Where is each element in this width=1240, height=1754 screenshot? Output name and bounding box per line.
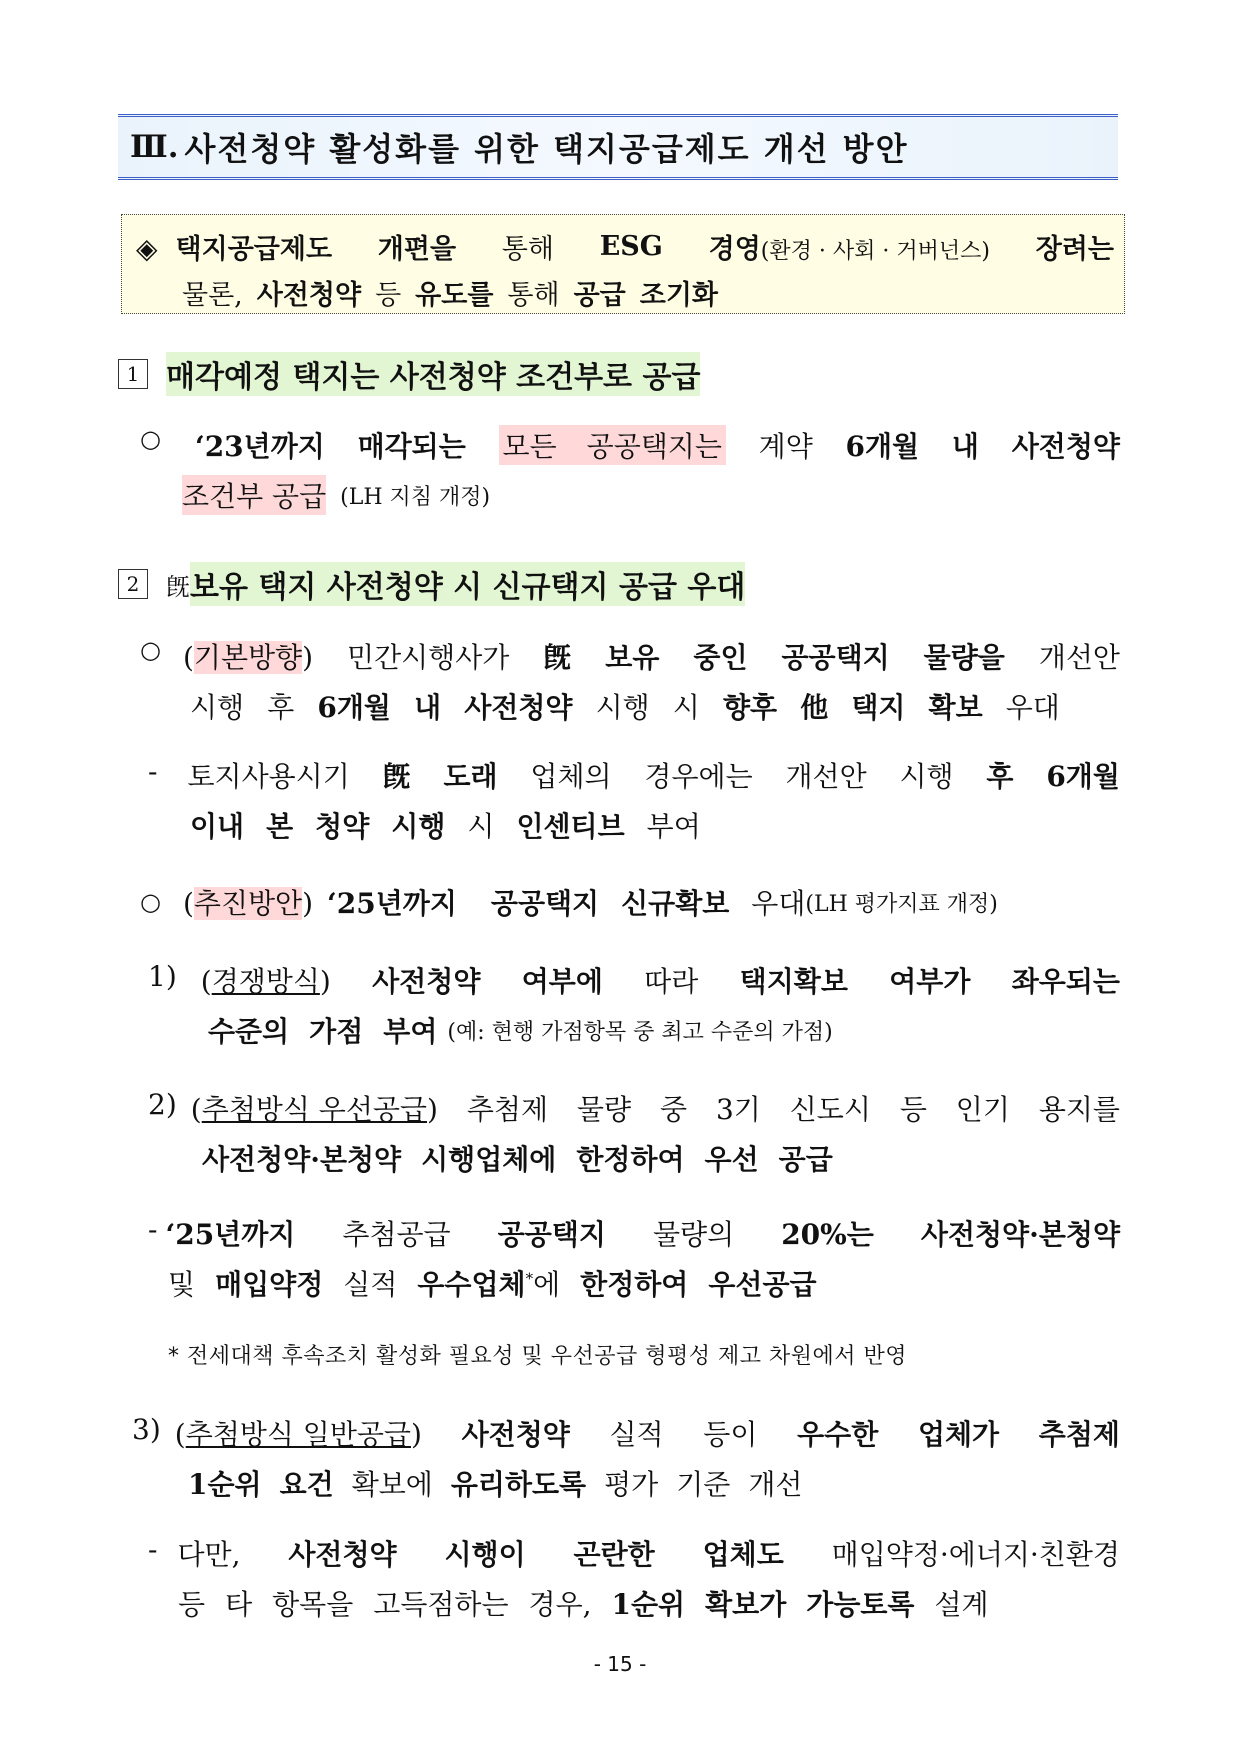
word: 계약 bbox=[758, 430, 813, 463]
word: 공공택지 bbox=[497, 1218, 606, 1251]
word: 등 bbox=[178, 1588, 206, 1621]
item-number: 2) bbox=[148, 1088, 177, 1121]
heading-prefix: 旣 bbox=[166, 572, 190, 601]
word: 수준의 bbox=[208, 1015, 290, 1048]
word: 시 bbox=[467, 810, 495, 843]
word: 고득점하는 bbox=[373, 1588, 509, 1621]
paragraph-9-line-1 bbox=[148, 1533, 1120, 1573]
word: 본 bbox=[266, 810, 294, 843]
word: 시행 bbox=[391, 810, 446, 843]
word: 경우, bbox=[528, 1588, 592, 1621]
dash-bullet: - bbox=[148, 755, 158, 788]
word: 등이 bbox=[703, 1418, 758, 1451]
word: ‘25년까지 bbox=[165, 1218, 296, 1251]
word: 청약 bbox=[315, 810, 370, 843]
word: 물량의 bbox=[652, 1218, 735, 1251]
word: 旣 bbox=[382, 760, 411, 793]
section-title: 사전청약 활성화를 위한 택지공급제도 개선 방안 bbox=[184, 130, 909, 168]
word: 매입약정 bbox=[215, 1268, 324, 1301]
word: 공급 bbox=[778, 1143, 833, 1176]
note-paren: (예: 현행 가점항목 중 최고 수준의 가점) bbox=[447, 1019, 833, 1045]
word: 택지 bbox=[851, 691, 906, 724]
word: 타 bbox=[225, 1588, 253, 1621]
word: 물량을 bbox=[923, 641, 1005, 674]
word: 다만, bbox=[177, 1538, 241, 1571]
word: 후 bbox=[267, 691, 295, 724]
word: 매각되는 bbox=[357, 430, 466, 463]
summary-word: 물론, bbox=[182, 279, 243, 311]
heading-title: 매각예정 택지는 사전청약 조건부로 공급 bbox=[166, 352, 700, 396]
word: 보유 bbox=[605, 641, 660, 674]
word: 인센티브 bbox=[516, 810, 625, 843]
word: 부여 bbox=[383, 1015, 438, 1048]
word: 가능토록 bbox=[806, 1588, 915, 1621]
subsection-heading-1 bbox=[118, 352, 700, 396]
summary-word: 장려는 bbox=[1035, 233, 1114, 265]
label: 경쟁방식 bbox=[211, 965, 320, 998]
word: 인기 bbox=[955, 1093, 1010, 1126]
paragraph-1-line-1 bbox=[140, 425, 1120, 465]
label: 추첨방식 우선공급 bbox=[201, 1093, 427, 1126]
word: 개선안 bbox=[1038, 641, 1120, 674]
summary-word: 통해 bbox=[507, 279, 560, 311]
paragraph-8-line-1: 3) (추첨방식 일반공급) 사전청약 실적 등이 우수한 업체가 추첨제 bbox=[132, 1413, 1120, 1451]
paragraph-9-line-2 bbox=[178, 1583, 989, 1623]
circle-bullet-icon: ○ bbox=[140, 425, 161, 453]
summary-line-2 bbox=[136, 269, 1124, 315]
label: 기본방향 bbox=[193, 641, 303, 674]
word: 6개월 bbox=[317, 691, 391, 724]
paragraph-6-line-2 bbox=[202, 1138, 833, 1178]
word: 시행 bbox=[899, 760, 954, 793]
word: 우선 bbox=[704, 1143, 759, 1176]
word: 공공택지 bbox=[781, 641, 890, 674]
paragraph-3-line-2 bbox=[190, 805, 701, 845]
summary-word: 경영 bbox=[708, 233, 761, 265]
word: 매입약정·에너지·친환경 bbox=[831, 1538, 1120, 1571]
summary-paren: (환경 · 사회 · 거버넌스) bbox=[760, 238, 990, 264]
word: 1순위 bbox=[188, 1468, 262, 1501]
dash-bullet: - bbox=[148, 1213, 158, 1246]
word: 실적 bbox=[609, 1418, 664, 1451]
word: 추첨제 bbox=[1038, 1418, 1120, 1451]
section-numeral: Ⅲ. bbox=[130, 129, 179, 165]
word: 6개월 bbox=[845, 430, 920, 463]
label: 추첨방식 일반공급 bbox=[185, 1418, 411, 1451]
word: 시 bbox=[672, 691, 700, 724]
note-paren: (LH 평가지표 개정) bbox=[805, 891, 998, 917]
highlight: 조건부 공급 bbox=[182, 475, 326, 515]
word: 모든 bbox=[502, 430, 557, 463]
number-box: 1 bbox=[118, 359, 148, 389]
summary-word: 등 bbox=[375, 279, 402, 311]
paragraph-3-line-1 bbox=[148, 755, 1120, 795]
word: 신도시 bbox=[789, 1093, 871, 1126]
word: 유리하도록 bbox=[450, 1468, 587, 1501]
paragraph-4: ○ (추진방안) ‘25년까지 공공택지 신규확보 우대 (LH 평가지표 개정) bbox=[140, 882, 998, 922]
word: 추첨제 bbox=[466, 1093, 548, 1126]
footnote: * 전세대책 후속조치 활성화 필요성 및 우선공급 형평성 제고 차원에서 반영 bbox=[168, 1344, 907, 1369]
word: 중 bbox=[659, 1093, 688, 1126]
word: 여부가 bbox=[889, 965, 971, 998]
note-paren: (LH 지침 개정) bbox=[340, 484, 491, 510]
word: 업체의 bbox=[530, 760, 612, 793]
word: 개선 bbox=[748, 1468, 803, 1501]
page-number: - 15 - bbox=[593, 1652, 647, 1676]
word: 사전청약 bbox=[1011, 430, 1120, 463]
word: 시행이 bbox=[444, 1538, 526, 1571]
word: 및 bbox=[168, 1268, 196, 1301]
paragraph-8-line-2 bbox=[188, 1463, 802, 1503]
word: 우선공급 bbox=[708, 1268, 817, 1301]
word: 내 bbox=[414, 691, 442, 724]
word: 1순위 bbox=[611, 1588, 686, 1621]
summary-box bbox=[121, 214, 1125, 314]
word: 20%는 bbox=[781, 1218, 874, 1251]
word: 따라 bbox=[644, 965, 699, 998]
word: 업체도 bbox=[702, 1538, 784, 1571]
word: 기준 bbox=[676, 1468, 731, 1501]
word: 에 bbox=[533, 1268, 561, 1301]
word: 설계 bbox=[934, 1588, 989, 1621]
section-header bbox=[118, 114, 1118, 180]
word: 한정하여 bbox=[576, 1143, 685, 1176]
word: 평가 bbox=[604, 1468, 659, 1501]
word: 공공택지 bbox=[490, 887, 600, 920]
dash-bullet: - bbox=[148, 1533, 158, 1566]
word: 향후 bbox=[722, 691, 778, 724]
word: 요건 bbox=[279, 1468, 334, 1501]
footnote-star: * bbox=[525, 1269, 534, 1288]
word: 토지사용시기 bbox=[187, 760, 350, 793]
paragraph-5-line-1: 1) (경쟁방식) 사전청약 여부에 따라 택지확보 여부가 좌우되는 bbox=[148, 960, 1120, 998]
word: 우대 bbox=[751, 887, 806, 920]
word: 사전청약 bbox=[288, 1538, 397, 1571]
word: 확보가 bbox=[705, 1588, 787, 1621]
paragraph-7-line-1 bbox=[148, 1213, 1120, 1253]
word: 旣 bbox=[543, 641, 572, 674]
item-number: 3) bbox=[132, 1413, 161, 1446]
word: 도래 bbox=[443, 760, 498, 793]
word: 업체가 bbox=[917, 1418, 1000, 1451]
summary-line-1 bbox=[136, 223, 1124, 269]
circle-bullet-icon: ○ bbox=[140, 888, 161, 916]
word: 용지를 bbox=[1038, 1093, 1120, 1126]
word: 우수업체 bbox=[417, 1268, 526, 1301]
summary-word: 조기화 bbox=[639, 279, 719, 311]
word: 한정하여 bbox=[580, 1268, 689, 1301]
word: 확보 bbox=[928, 691, 983, 724]
word: 他 bbox=[800, 691, 829, 724]
word: 물량 bbox=[576, 1093, 632, 1126]
word: 6개월 bbox=[1046, 760, 1120, 793]
word: 중인 bbox=[693, 641, 748, 674]
word: 부여 bbox=[646, 810, 701, 843]
word: 이내 bbox=[190, 810, 245, 843]
paragraph-2-line-1: ○ (기본방향) 민간시행사가 旣 보유 중인 공공택지 물량을 개선안 bbox=[140, 636, 1120, 674]
number-box: 2 bbox=[118, 569, 148, 599]
word: 3기 bbox=[715, 1093, 761, 1126]
highlight bbox=[499, 425, 726, 465]
label: 추진방안 bbox=[193, 887, 303, 920]
word: 사전청약·본청약 bbox=[202, 1143, 402, 1176]
word: 사전청약 bbox=[372, 965, 481, 998]
summary-word: 공급 bbox=[573, 279, 626, 311]
word: 가점 bbox=[309, 1015, 364, 1048]
word: 민간시행사가 bbox=[347, 641, 510, 674]
paragraph-6-line-1: 2) (추첨방식 우선공급) 추첨제 물량 중 3기 신도시 등 인기 용지를 bbox=[148, 1088, 1120, 1126]
paragraph-7-line-2 bbox=[168, 1263, 817, 1303]
word: 시행 bbox=[595, 691, 650, 724]
word: 사전청약·본청약 bbox=[920, 1218, 1120, 1251]
word: 경우에는 bbox=[644, 760, 753, 793]
word: 등 bbox=[899, 1093, 927, 1126]
summary-word: 개편을 bbox=[377, 233, 457, 265]
word: 추첨공급 bbox=[342, 1218, 451, 1251]
word: 내 bbox=[951, 430, 979, 463]
word: 사전청약 bbox=[461, 1418, 570, 1451]
word: 우수한 bbox=[797, 1418, 879, 1451]
word: 개선안 bbox=[785, 760, 867, 793]
circle-bullet-icon: ○ bbox=[140, 636, 161, 664]
heading-title: 보유 택지 사전청약 시 신규택지 공급 우대 bbox=[190, 562, 745, 606]
summary-word: ESG bbox=[599, 230, 663, 262]
word: 확보에 bbox=[351, 1468, 433, 1501]
word: 실적 bbox=[343, 1268, 398, 1301]
word: 후 bbox=[986, 760, 1014, 793]
word: 신규확보 bbox=[621, 887, 730, 920]
summary-word: 통해 bbox=[501, 233, 554, 265]
word: 사전청약 bbox=[464, 691, 573, 724]
word: 우대 bbox=[1005, 691, 1060, 724]
word: 좌우되는 bbox=[1011, 965, 1120, 998]
word: 항목을 bbox=[272, 1588, 354, 1621]
subsection-heading-2 bbox=[118, 562, 745, 606]
word: 공공택지는 bbox=[586, 430, 722, 463]
summary-word: 사전청약 bbox=[256, 279, 362, 311]
word: 택지확보 bbox=[739, 965, 848, 998]
word: 여부에 bbox=[521, 965, 603, 998]
item-number: 1) bbox=[148, 960, 177, 993]
paragraph-2-line-2 bbox=[190, 686, 1060, 726]
paragraph-5-line-2 bbox=[208, 1010, 833, 1050]
word: 곤란한 bbox=[573, 1538, 655, 1571]
summary-word: 유도를 bbox=[415, 279, 494, 311]
word: 시행업체에 bbox=[421, 1143, 557, 1176]
word: 시행 bbox=[190, 691, 245, 724]
word: ‘25년까지 bbox=[327, 887, 457, 920]
diamond-bullet-icon: ◈ bbox=[136, 231, 158, 265]
paragraph-1-line-2 bbox=[182, 475, 490, 515]
word: ‘23년까지 bbox=[194, 430, 325, 463]
summary-word: 택지공급제도 bbox=[175, 233, 333, 265]
